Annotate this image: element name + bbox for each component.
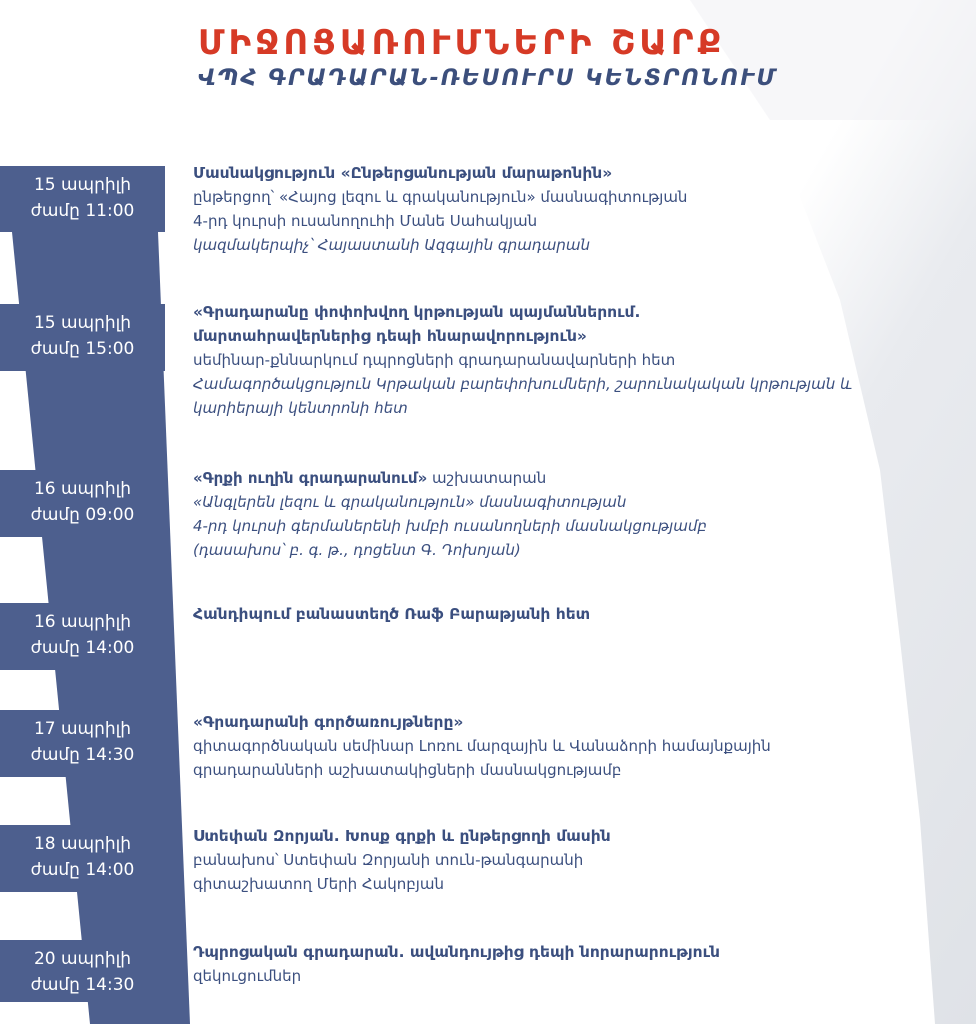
event-time: ժամը 14:00 (30, 860, 135, 880)
event-date: 15 ապրիլի (33, 313, 132, 333)
event-item (193, 466, 913, 562)
event-date: 15 ապրիլի (33, 175, 132, 195)
event-item (193, 710, 913, 782)
event-title: «Գրադարանը փոփոխվող կրթության պայմաններում. (193, 303, 641, 321)
event-line: Համագործակցություն Կրթական բարեփոխումների, շարունակական կրթության և (193, 375, 853, 393)
event-line: «Անգլերեն լեզու և գրականություն» մասնագիտության (193, 493, 627, 511)
event-time: ժամը 09:00 (30, 505, 135, 525)
event-line: գրադարանների աշխատակիցների մասնակցությամբ (193, 761, 622, 779)
date-box (0, 603, 165, 670)
page-subtitle: ՎՊՀ ԳՐԱԴԱՐԱՆ-ՌԵՍՈՒՐՍ ԿԵՆՏՐՈՆՈՒՄ (198, 66, 778, 91)
event-title-suffix: աշխատարան (427, 469, 547, 487)
event-title-continued: մարտահրավերներից դեպի հնարավորություն» (193, 327, 587, 345)
page-title: ՄԻՋՈՑԱՌՈՒՄՆԵՐԻ ՇԱՐՔ (198, 23, 726, 63)
event-time: ժամը 14:00 (30, 638, 135, 658)
event-title: «Գրքի ուղին գրադարանում» (193, 469, 428, 487)
event-title: Հանդիպում բանաստեղծ Ռաֆ Բարաթյանի հետ (193, 605, 591, 623)
event-line: կարիերայի կենտրոնի հետ (193, 399, 408, 417)
event-item (193, 300, 913, 420)
event-item (193, 602, 913, 626)
event-time: ժամը 14:30 (30, 745, 135, 765)
date-box (0, 166, 165, 232)
date-box (0, 825, 165, 892)
event-date: 20 ապրիլի (33, 949, 132, 969)
date-box (0, 940, 165, 1002)
event-line: (դասախոս՝ բ. գ. թ., դոցենտ Գ. Դոխոյան) (193, 541, 521, 559)
event-title: Ստեփան Զորյան. Խոսք գրքի և ընթերցողի մասին (193, 827, 611, 845)
event-line: բանախոս՝ Ստեփան Զորյանի տուն-թանգարանի (193, 851, 584, 869)
event-date: 18 ապրիլի (33, 834, 132, 854)
event-title: Դպրոցական գրադարան. ավանդույթից դեպի նորարարություն (193, 943, 720, 961)
event-time: ժամը 15:00 (30, 339, 135, 359)
date-box (0, 470, 165, 537)
event-time: ժամը 11:00 (30, 201, 135, 221)
date-box (0, 304, 165, 371)
event-line: 4-րդ կուրսի ուսանողուհի Մանե Սահակյան (193, 212, 538, 230)
header (198, 22, 778, 94)
event-date: 16 ապրիլի (33, 479, 132, 499)
event-title: Մասնակցություն «Ընթերցանության մարաթոնին» (193, 164, 613, 182)
event-title-line (193, 466, 913, 490)
event-item (193, 161, 913, 257)
event-title: «Գրադարանի գործառույթները» (193, 713, 464, 731)
event-time: ժամը 14:30 (30, 975, 135, 995)
event-date: 17 ապրիլի (33, 719, 132, 739)
event-line: գիտաշխատող Մերի Հակոբյան (193, 875, 444, 893)
event-item (193, 940, 913, 988)
event-line: զեկուցումներ (193, 967, 302, 985)
date-box (0, 710, 165, 777)
event-line: սեմինար-քննարկում դպրոցների գրադարանավարների հետ (193, 351, 676, 369)
event-date: 16 ապրիլի (33, 612, 132, 632)
event-item (193, 824, 913, 896)
event-line: գիտագործնական սեմինար Լոռու մարզային և Վանաձորի համայնքային (193, 737, 771, 755)
event-line: 4-րդ կուրսի գերմաներենի խմբի ուսանողների մասնակցությամբ (193, 517, 707, 535)
event-line: կազմակերպիչ՝ Հայաստանի Ազգային գրադարան (193, 236, 591, 254)
event-line: ընթերցող՝ «Հայոց լեզու և գրականություն» մասնագիտության (193, 188, 688, 206)
